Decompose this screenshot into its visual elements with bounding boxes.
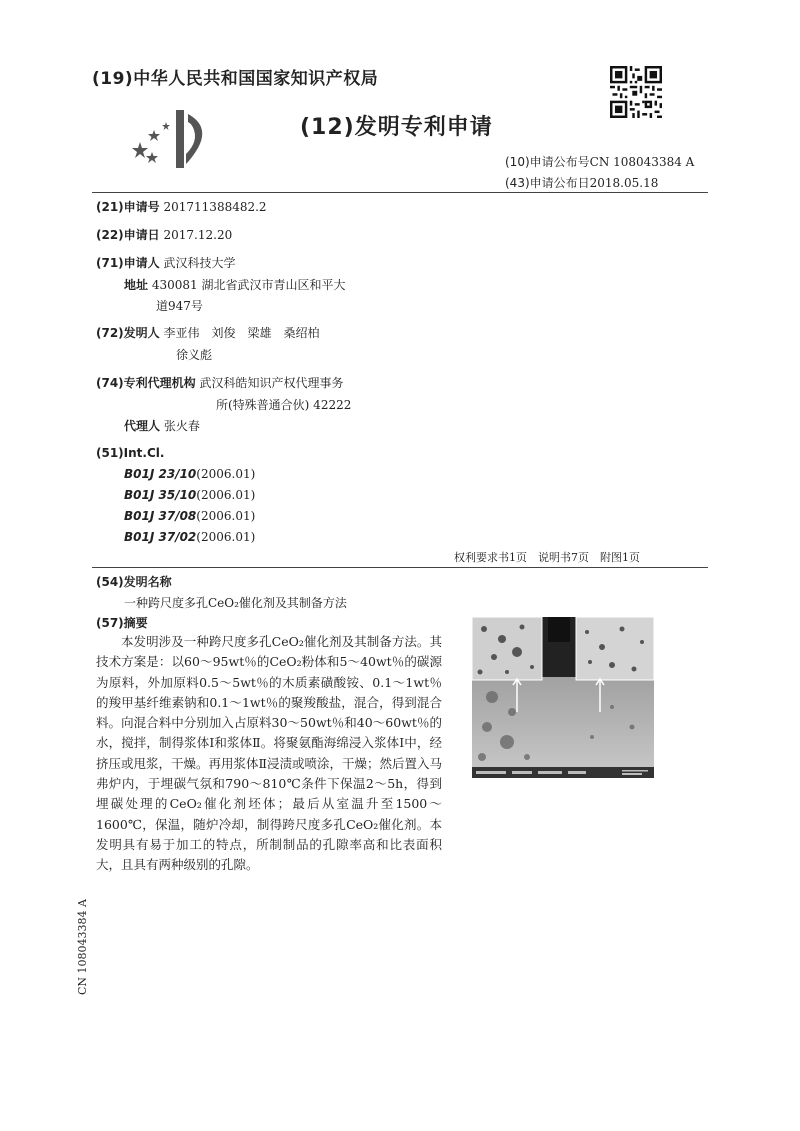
agency-label: (74)专利代理机构 — [96, 376, 196, 390]
agent-label: 代理人 — [124, 419, 161, 433]
qr-code — [610, 66, 662, 118]
invention-title: 一种跨尺度多孔CeO₂催化剂及其制备方法 — [124, 596, 347, 610]
intcl-label: (51)Int.Cl. — [96, 446, 165, 460]
invention-title-label: (54)发明名称 — [96, 575, 172, 589]
intcl-entry: B01J 37/08(2006.01) — [124, 509, 256, 523]
address-line-1: 430081 湖北省武汉市青山区和平大 — [151, 278, 346, 292]
address-line-2: 道947号 — [156, 299, 203, 313]
abstract-text: 本发明涉及一种跨尺度多孔CeO₂催化剂及其制备方法。其技术方案是：以60～95wt％的CeO₂粉体和5～40wt％的碳源为原料，外加原料0.5～5wt％的木质素磺酸铵、0.1～1wt％的羧甲基纤维素钠和0.1～1wt％的聚羧酸盐，混合，得到混合料。向混合料中分别加入占原料30～50wt％和40～60wt％的水，搅拌，制得浆体Ⅰ和浆体Ⅱ。将聚氨酯海绵浸入浆体Ⅰ中，经挤压或甩浆，干燥。再用浆体Ⅱ浸渍或喷涂，干燥；然后置入马弗炉内，于埋碳气氛和790～810℃条件下保温2～5h，得到埋碳处理的CeO₂催化剂坯体；最后从室温升至1500～1600℃，保温，随炉冷却，制得跨尺度多孔CeO₂催化剂。本发明具有易于加工的特点，所制制品的孔隙率高和比表面积大，且具有两种级别的孔隙。 — [96, 634, 442, 873]
publication-number: CN 108043384 A — [589, 155, 695, 169]
application-number-label: (21)申请号 — [96, 200, 160, 214]
application-number-row — [96, 198, 267, 215]
publication-date: 2018.05.18 — [589, 176, 659, 190]
agency-row — [96, 374, 344, 391]
side-publication-number: CN 108043384 A — [76, 899, 89, 995]
application-date-row — [96, 226, 232, 243]
agency-line-2: 所(特殊普通合伙) 42222 — [216, 398, 352, 412]
office-title: (19)中华人民共和国国家知识产权局 — [92, 69, 379, 89]
intcl-entry: B01J 35/10(2006.01) — [124, 488, 256, 502]
publication-number-label: (10)申请公布号 — [505, 155, 590, 169]
document-type-title: (12)发明专利申请 — [300, 115, 493, 140]
sem-micrograph-figure — [472, 617, 654, 778]
publication-number-line — [505, 153, 694, 170]
inventors-label: (72)发明人 — [96, 326, 160, 340]
agent-row — [124, 417, 200, 434]
header-divider — [92, 192, 708, 193]
abstract-label: (57)摘要 — [96, 616, 148, 630]
pages-summary: 权利要求书1页 说明书7页 附图1页 — [454, 551, 640, 564]
inventors-line-2: 徐义彪 — [176, 348, 213, 362]
publication-date-line — [505, 174, 658, 191]
inventors-line-1: 李亚伟 刘俊 梁雄 桑绍柏 — [163, 326, 320, 340]
application-date-label: (22)申请日 — [96, 228, 160, 242]
address-row — [124, 276, 345, 293]
applicant: 武汉科技大学 — [163, 256, 236, 270]
cnipa-logo — [132, 108, 212, 172]
intcl-entry: B01J 23/10(2006.01) — [124, 467, 256, 481]
agent: 张火春 — [163, 419, 200, 433]
publication-date-label: (43)申请公布日 — [505, 176, 590, 190]
address-label: 地址 — [124, 278, 149, 292]
agency-line-1: 武汉科皓知识产权代理事务 — [199, 376, 344, 390]
intcl-entry: B01J 37/02(2006.01) — [124, 530, 256, 544]
applicant-row — [96, 254, 236, 271]
applicant-label: (71)申请人 — [96, 256, 160, 270]
inventors-row — [96, 324, 320, 341]
application-date: 2017.12.20 — [163, 228, 233, 242]
biblio-divider — [92, 567, 708, 568]
application-number: 201711388482.2 — [163, 200, 267, 214]
